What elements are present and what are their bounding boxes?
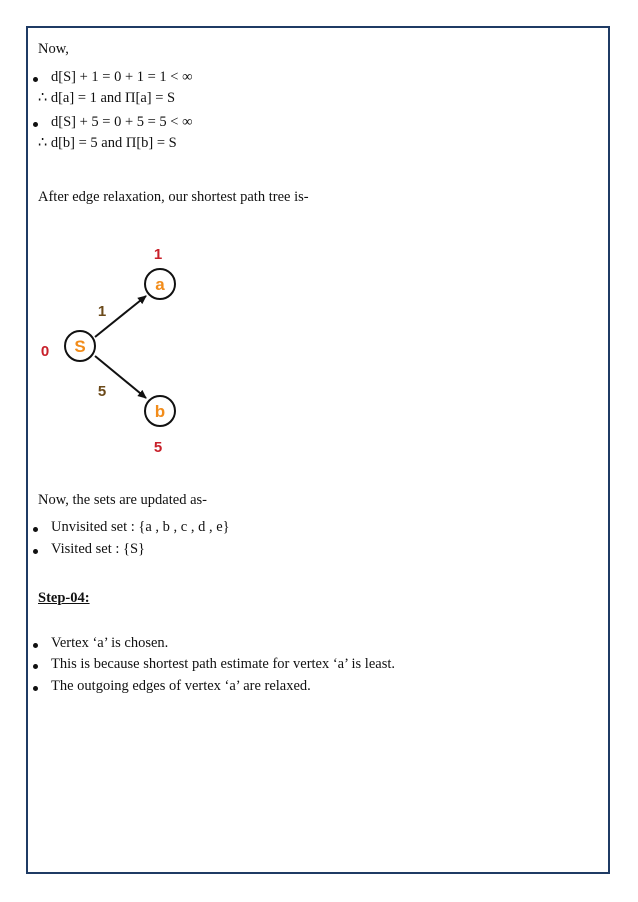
- unvisited-set: Unvisited set : {a , b , c , d , e}: [51, 519, 230, 535]
- node-s-label: S: [74, 337, 86, 356]
- node-a-distance: 1: [153, 246, 163, 263]
- intro-text: Now,: [38, 41, 69, 57]
- step-item-2: This is because shortest path estimate for vertex ‘a’ is least.: [51, 656, 395, 672]
- result-2: ∴ d[b] = 5 and Π[b] = S: [38, 135, 177, 151]
- node-a-label: a: [155, 275, 165, 294]
- edge-s-b-weight: 5: [97, 383, 107, 400]
- step-heading: Step-04:: [38, 590, 90, 606]
- node-b-distance: 5: [153, 439, 163, 456]
- bullet: [33, 664, 38, 669]
- visited-set: Visited set : {S}: [51, 541, 146, 557]
- bullet: [33, 686, 38, 691]
- node-b-label: b: [154, 402, 166, 421]
- equation-1: d[S] + 1 = 0 + 1 = 1 < ∞: [51, 69, 193, 85]
- result-1: ∴ d[a] = 1 and Π[a] = S: [38, 90, 176, 106]
- bullet: [33, 643, 38, 648]
- after-relaxation-text: After edge relaxation, our shortest path tree is-: [38, 189, 309, 205]
- step-item-3: The outgoing edges of vertex ‘a’ are relaxed.: [51, 678, 311, 694]
- equation-2: d[S] + 5 = 0 + 5 = 5 < ∞: [51, 114, 193, 130]
- bullet: [33, 549, 38, 554]
- step-item-1: Vertex ‘a’ is chosen.: [51, 635, 169, 651]
- node-s-distance: 0: [40, 343, 50, 360]
- bullet: [33, 527, 38, 532]
- edge-s-a-weight: 1: [97, 303, 107, 320]
- sets-intro-text: Now, the sets are updated as-: [38, 492, 207, 508]
